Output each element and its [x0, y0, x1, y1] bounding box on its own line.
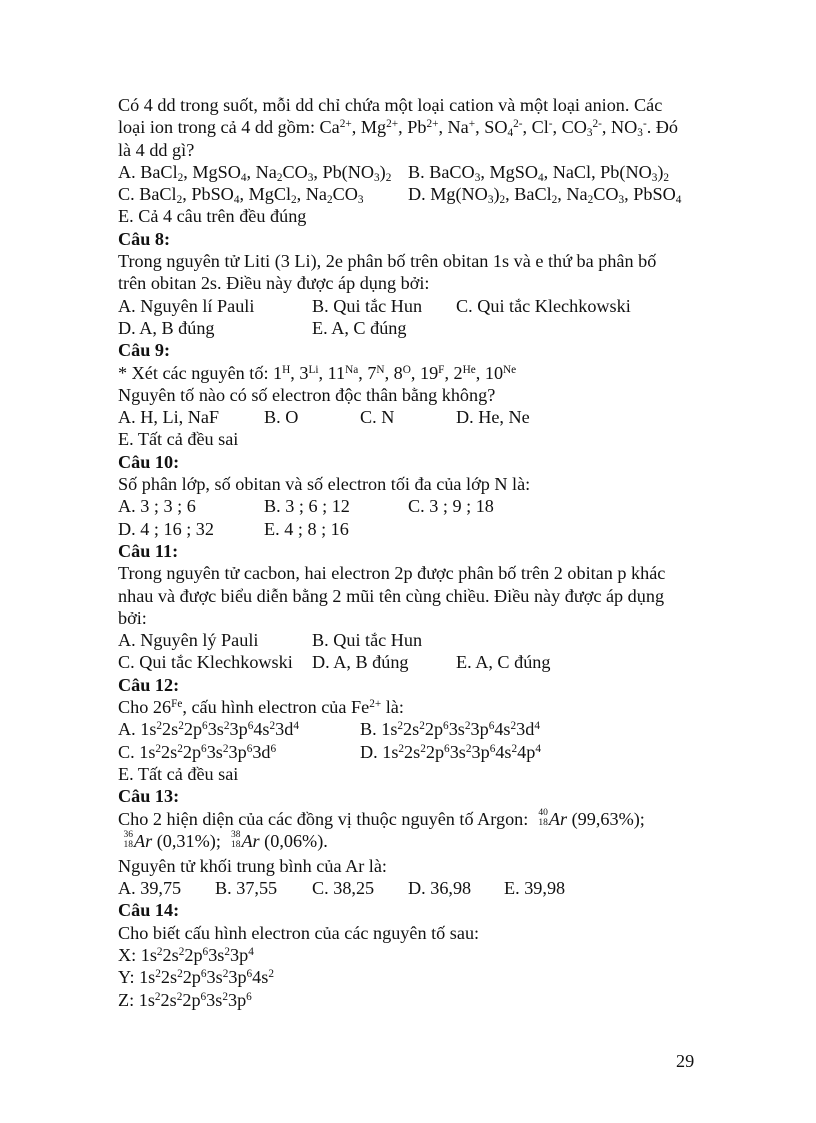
element-symbol: N — [376, 363, 385, 376]
element-symbol: Ar — [134, 830, 153, 851]
options-row — [118, 651, 718, 673]
ion: Cl — [531, 117, 549, 138]
option-d: D. A, B đúng — [118, 317, 215, 338]
question-title: Câu 9: — [118, 340, 171, 361]
option-d: D. 36,98 — [408, 878, 472, 899]
option-d: D. A, B đúng — [312, 652, 409, 673]
option-e: E. A, C đúng — [312, 317, 407, 338]
isotope-notation — [225, 830, 241, 852]
question-title: Câu 12: — [118, 674, 180, 695]
page-number: 29 — [676, 1051, 695, 1071]
charge: 2+ — [339, 118, 352, 131]
element-symbol: O — [402, 363, 411, 376]
text: Đó — [655, 117, 679, 138]
option-b: B. $1s^22s^22p^63s^23p^64s^23d^4$ — [360, 719, 540, 740]
options-row — [118, 741, 718, 763]
ion: Mg — [360, 117, 387, 138]
text: Cho 2 hiện diện của các đồng vị thuộc nguyên tố Argon: — [118, 808, 533, 829]
options-row — [118, 406, 718, 428]
option-e: E. A, C đúng — [456, 652, 551, 673]
option-e: E. Tất cả đều sai — [118, 763, 239, 784]
charge: 2- — [513, 118, 523, 131]
element-symbol: H — [282, 363, 291, 376]
label: X: — [118, 944, 141, 965]
charge: 2+ — [369, 698, 382, 711]
element-symbol: F — [438, 363, 445, 376]
atomic-number: 18 — [123, 839, 133, 850]
element-symbol: Ar — [241, 830, 260, 851]
isotope-notation — [118, 830, 134, 852]
config-x: X: $1s^22s^22p^63s^23p^4$ — [118, 944, 254, 965]
label: Z: — [118, 989, 139, 1010]
atomic-number: 18 — [538, 817, 548, 828]
option-a: A. H, Li, NaF — [118, 407, 220, 428]
percentage: (0,31%); — [152, 830, 226, 851]
option-a: A. 39,75 — [118, 878, 182, 899]
question-text-elements: * Xét các nguyên tố: $1^H$, $3^{Li}$, $11^{Na}$, $7^N$, $8^O$, $19^F$, $2^{He}$, $10^{Ne}$ — [118, 362, 517, 383]
question-text: nhau và được biểu diễn bằng 2 mũi tên cùng chiều. Điều này được áp dụng — [118, 585, 665, 606]
option-b: B. O — [264, 407, 299, 428]
text: * Xét các nguyên tố: — [118, 362, 274, 383]
atomic-number: 1 — [273, 362, 283, 383]
question-text: là 4 dd gì? — [118, 139, 195, 160]
charge: 2+ — [426, 118, 439, 131]
question-text: Trong nguyên tử cacbon, hai electron 2p được phân bố trên 2 obitan p khác — [118, 563, 666, 584]
question-text: bởi: — [118, 607, 147, 628]
element-symbol: Na — [345, 363, 359, 376]
question-text-ions: loại ion trong cả 4 dd gồm: $Ca^{2+}$, $Mg^{2+}$, $Pb^{2+}$, Na+, $SO_4^{2-}$, Cl-, $CO_3^{2-}$, $NO_3^-$. Đó — [118, 117, 679, 140]
element-symbol: Ne — [503, 363, 517, 376]
options-row — [118, 877, 718, 899]
atomic-number: 8 — [393, 362, 403, 383]
text: Cho 26 — [118, 697, 172, 718]
percentage: (0,06%). — [259, 830, 328, 851]
element-symbol: Fe — [171, 698, 183, 711]
option-c: C. 3 ; 9 ; 18 — [408, 496, 494, 517]
charge: - — [548, 118, 553, 131]
question-text: Cho biết cấu hình electron của các nguyên tố sau: — [118, 922, 480, 943]
question-title: Câu 13: — [118, 786, 180, 807]
ion: NO — [611, 117, 638, 138]
option-c: C. BaCl$_2$, PbSO$_4$, MgCl$_2$, $Na_2CO_3$ — [118, 184, 364, 207]
subscript: 4 — [507, 127, 514, 140]
percentage: (99,63%); — [567, 808, 645, 829]
atomic-number: 3 — [299, 362, 309, 383]
option-b: B. 3 ; 6 ; 12 — [264, 496, 350, 517]
element-symbol: He — [462, 363, 476, 376]
ion: SO — [484, 117, 508, 138]
charge: 2+ — [386, 118, 399, 131]
option-b: B. BaCO$_3$, MgSO$_4$, NaCl, $Pb(NO_3)_2$ — [408, 161, 670, 185]
text: , cấu hình electron của Fe — [182, 697, 370, 718]
element-symbol: Ar — [548, 808, 568, 829]
ion: CO — [561, 117, 587, 138]
option-e: E. 39,98 — [504, 878, 566, 899]
ion: Ca — [319, 117, 340, 138]
question-text — [118, 830, 718, 855]
question-title: Câu 8: — [118, 228, 171, 249]
options-row — [118, 317, 718, 339]
page-content — [118, 94, 718, 1011]
charge: - — [642, 118, 647, 131]
question-text: trên obitan 2s. Điều này được áp dụng bởi: — [118, 273, 430, 294]
label: Y: — [118, 967, 140, 988]
option-a: A. $1s^22s^22p^63s^23p^64s^23d^4$ — [118, 719, 299, 740]
option-e: E. Cả 4 câu trên đều đúng — [118, 206, 307, 227]
text: loại ion trong cả 4 dd gồm: — [118, 117, 320, 138]
config-z: Z: $1s^22s^22p^63s^23p^6$ — [118, 989, 252, 1010]
option-b: B. Qui tắc Hun — [312, 295, 423, 316]
ion: Pb — [407, 117, 427, 138]
options-row — [118, 629, 718, 651]
option-b: B. 37,55 — [215, 878, 278, 899]
question-text: Số phân lớp, số obitan và số electron tối đa của lớp N là: — [118, 474, 531, 495]
ion: Na — [447, 117, 469, 138]
options-row — [118, 161, 718, 183]
option-c: C. N — [360, 407, 395, 428]
question-text — [118, 808, 718, 830]
question-text: Nguyên tố nào có số electron độc thân bằng không? — [118, 384, 496, 405]
subscript: 3 — [586, 127, 593, 140]
option-a: A. 3 ; 3 ; 6 — [118, 496, 196, 517]
option-a: A. Nguyên lí Pauli — [118, 295, 255, 316]
option-d: D. He, Ne — [456, 407, 530, 428]
option-e: E. 4 ; 8 ; 16 — [264, 518, 349, 539]
mass-number: 36 — [123, 829, 133, 840]
options-row — [118, 295, 718, 317]
question-text: Có 4 dd trong suốt, mỗi dd chỉ chứa một loại cation và một loại anion. Các — [118, 95, 663, 115]
atomic-number: 19 — [419, 362, 439, 383]
question-title: Câu 14: — [118, 900, 180, 921]
atomic-number: 10 — [484, 362, 504, 383]
mass-number: 38 — [230, 829, 241, 840]
atomic-number: 7 — [367, 362, 377, 383]
subscript: 3 — [637, 127, 643, 140]
option-d: D. $1s^22s^22p^63s^23p^64s^24p^4$ — [360, 741, 541, 762]
config-y: Y: $1s^22s^22p^63s^23p^64s^2$ — [118, 967, 274, 988]
question-title: Câu 11: — [118, 540, 179, 561]
options-row — [118, 183, 718, 205]
option-c: C. 38,25 — [312, 878, 375, 899]
isotope-notation — [533, 808, 549, 830]
question-title: Câu 10: — [118, 451, 180, 472]
atomic-number: 2 — [453, 362, 463, 383]
text: là: — [381, 697, 404, 718]
options-row — [118, 518, 718, 540]
option-d: D. 4 ; 16 ; 32 — [118, 518, 214, 539]
option-b: B. Qui tắc Hun — [312, 630, 423, 651]
option-a: A. Nguyên lý Pauli — [118, 630, 259, 651]
option-a: A. BaCl$_2$, MgSO$_4$, $Na_2CO_3$, $Pb(NO_3)_2$ — [118, 161, 392, 185]
options-row — [118, 718, 718, 740]
mass-number: 40 — [538, 807, 548, 818]
option-c: C. Qui tắc Klechkowski — [456, 295, 631, 316]
option-e: E. Tất cả đều sai — [118, 429, 239, 450]
atomic-number: 11 — [327, 362, 346, 383]
options-row — [118, 495, 718, 517]
option-d: D. $Mg(NO_3)_2$, BaCl$_2$, $Na_2CO_3$, PbSO$_4$ — [408, 184, 682, 207]
question-text: Nguyên tử khối trung bình của Ar là: — [118, 855, 387, 876]
charge: + — [468, 118, 476, 131]
question-text: Trong nguyên tử Liti (3 Li), 2e phân bố trên obitan 1s và e thứ ba phân bố — [118, 251, 657, 272]
option-c: C. Qui tắc Klechkowski — [118, 652, 293, 673]
atomic-number: 18 — [230, 839, 241, 850]
option-c: C. $1s^22s^22p^63s^23p^63d^6$ — [118, 741, 277, 762]
element-symbol: Li — [308, 363, 319, 376]
charge: 2- — [592, 118, 602, 131]
question-text — [118, 696, 718, 718]
